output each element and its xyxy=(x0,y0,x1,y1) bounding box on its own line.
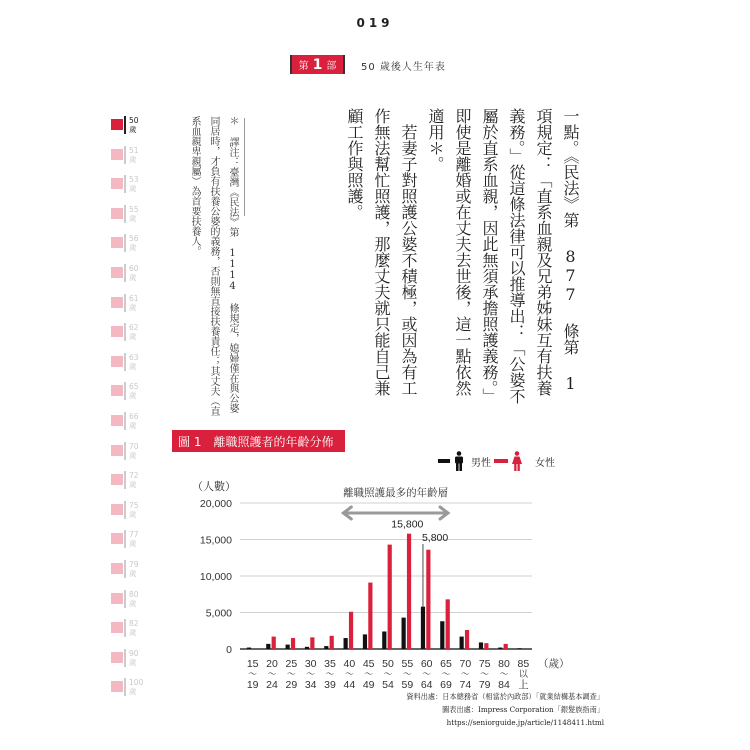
footnote xyxy=(166,116,242,416)
x-tick-label-top: 30 xyxy=(304,658,317,670)
x-tick-label-sep: ～ xyxy=(248,670,258,680)
sidebar-age-80[interactable] xyxy=(111,590,151,620)
age-marker xyxy=(111,356,123,367)
age-marker xyxy=(111,208,123,219)
age-label xyxy=(129,294,139,312)
source-data: 資料出處：日本總務省（相當於內政部）「就業結構基本調查」 xyxy=(406,692,604,701)
bar-male xyxy=(344,638,348,649)
age-label xyxy=(129,234,139,252)
legend-male-label: 男性 xyxy=(471,457,491,469)
x-tick-label-bottom: 49 xyxy=(362,679,375,690)
age-number: 90 xyxy=(129,648,139,658)
age-marker-line xyxy=(124,205,126,223)
source-chart: 圖表出處：Impress Corporation「銀髮族指南」 xyxy=(442,705,604,714)
sidebar-age-79[interactable] xyxy=(111,560,151,590)
x-tick-label-bottom: 上 xyxy=(518,679,529,690)
age-label xyxy=(129,323,139,341)
age-marker xyxy=(111,622,123,633)
age-marker xyxy=(111,326,123,337)
legend-male-swatch xyxy=(438,459,450,463)
footnote-text: ＊ 譯注：臺灣《民法》第 1114 條規定，媳婦僅在與公婆同居時，才負有扶養公婆的義務，否則無直接扶養責任；其丈夫（直系血親卑親屬）為首要扶養人。 xyxy=(189,116,238,416)
age-marker xyxy=(111,178,123,189)
age-unit: 歲 xyxy=(129,568,137,578)
age-marker-line xyxy=(124,530,126,548)
age-number: 60 xyxy=(129,263,139,273)
x-tick-label-top: 50 xyxy=(382,658,394,670)
age-label xyxy=(129,146,139,164)
x-tick-label-sep: ～ xyxy=(402,670,412,680)
sidebar-age-65[interactable] xyxy=(111,382,151,412)
age-label xyxy=(129,678,143,696)
age-unit: 歲 xyxy=(129,243,137,253)
age-number: 56 xyxy=(129,234,139,244)
bar-female xyxy=(310,637,314,649)
age-marker-line xyxy=(124,353,126,371)
sidebar-age-61[interactable] xyxy=(111,294,151,324)
age-marker xyxy=(111,474,123,485)
age-marker xyxy=(111,415,123,426)
bar-male xyxy=(402,618,406,649)
female-person-icon xyxy=(511,451,523,471)
age-marker-line xyxy=(124,323,126,341)
age-label xyxy=(129,590,139,608)
age-unit: 歲 xyxy=(129,687,137,697)
x-tick-label-bottom: 34 xyxy=(304,679,317,690)
y-tick-label: 5,000 xyxy=(205,607,232,620)
age-marker-line xyxy=(124,619,126,637)
chart-legend xyxy=(438,450,555,472)
age-marker-line xyxy=(124,442,126,460)
age-number: 75 xyxy=(129,500,139,510)
age-marker-line xyxy=(124,175,126,193)
x-tick-label-sep: ～ xyxy=(306,670,316,680)
sidebar-age-72[interactable] xyxy=(111,471,151,501)
y-tick-label: 20,000 xyxy=(199,498,232,510)
age-marker xyxy=(111,504,123,515)
bar-female xyxy=(368,583,372,649)
age-label xyxy=(129,471,139,489)
x-tick-label-bottom: 84 xyxy=(498,679,510,690)
age-number: 63 xyxy=(129,352,139,362)
age-unit: 歲 xyxy=(129,480,137,490)
body-paragraph: 若妻子對照護公婆不積極，或因為有工作無法幫忙照護，那麼丈夫就只能自己兼顧工作與照護。 xyxy=(345,108,418,396)
age-label xyxy=(129,501,139,519)
x-tick-label-top: 65 xyxy=(440,658,452,670)
sidebar-age-77[interactable] xyxy=(111,530,151,560)
bar-male xyxy=(266,644,270,649)
age-marker-line xyxy=(124,294,126,312)
age-marker-line xyxy=(124,382,126,400)
x-tick-label-top: 85 xyxy=(517,658,530,670)
x-tick-label-bottom: 69 xyxy=(440,679,452,690)
part-prefix: 第 xyxy=(298,61,309,72)
age-marker-line xyxy=(124,264,126,282)
bar-female xyxy=(407,534,411,649)
age-marker-line xyxy=(124,649,126,667)
age-number: 82 xyxy=(129,619,139,629)
age-marker xyxy=(111,119,123,130)
age-label xyxy=(129,264,139,282)
age-number: 70 xyxy=(129,441,139,451)
legend-female-label: 女性 xyxy=(535,457,555,469)
age-marker-line xyxy=(124,234,126,252)
bar-female xyxy=(465,630,469,649)
age-label xyxy=(129,442,139,460)
bar-male xyxy=(518,648,522,649)
age-marker-line xyxy=(124,471,126,489)
bar-female xyxy=(330,636,334,649)
age-unit: 歲 xyxy=(129,598,137,608)
bar-female xyxy=(484,643,488,649)
age-label xyxy=(129,619,139,637)
page-number: 019 xyxy=(356,16,394,30)
age-label xyxy=(129,560,139,578)
age-marker-line xyxy=(124,501,126,519)
sidebar-age-66[interactable] xyxy=(111,412,151,442)
bar-male xyxy=(421,607,425,649)
sidebar-age-51[interactable] xyxy=(111,146,151,176)
bar-male xyxy=(440,621,444,649)
age-number: 66 xyxy=(129,411,139,421)
age-unit: 歲 xyxy=(129,125,137,134)
age-marker-line xyxy=(124,590,126,608)
figure-label: 圖 1 xyxy=(178,434,202,449)
part-title: 50 歲後人生年表 xyxy=(361,62,446,73)
bar-male xyxy=(479,642,483,649)
age-sidebar xyxy=(111,116,151,708)
male-person-icon xyxy=(453,451,465,471)
age-number: 55 xyxy=(129,204,139,214)
age-unit: 歲 xyxy=(129,509,137,519)
age-number: 65 xyxy=(129,382,139,392)
age-marker xyxy=(111,652,123,663)
range-annotation-label: 離職照護最多的年齡層 xyxy=(343,487,449,499)
x-tick-label-bottom: 19 xyxy=(246,679,259,690)
x-tick-label-top: 75 xyxy=(478,658,491,670)
bar-female xyxy=(388,545,392,649)
bar-female xyxy=(504,644,508,649)
figure-title-bar xyxy=(172,430,345,452)
age-label xyxy=(129,649,139,667)
x-tick-label-bottom: 59 xyxy=(401,679,414,690)
age-marker xyxy=(111,149,123,160)
age-unit: 歲 xyxy=(129,628,137,638)
x-tick-label-bottom: 39 xyxy=(324,679,336,690)
body-text xyxy=(345,108,584,408)
x-tick-label-top: 35 xyxy=(324,658,336,670)
body-paragraph: 一點。《民法》第 877 條第 1 項規定：「直系血親及兄弟姊妹互有扶養義務。」從這條法律可以推導出：「公婆不屬於直系血親，因此無須承擔照護義務。」即使是離婚或在丈夫去世後，這一點依然適用＊。 xyxy=(426,108,580,404)
figure-title: 離職照護者的年齡分佈 xyxy=(213,434,334,449)
y-axis-label: （人數） xyxy=(192,480,236,493)
age-marker-line xyxy=(124,678,126,696)
age-marker-line xyxy=(124,560,126,578)
x-tick-label-top: 25 xyxy=(285,658,298,670)
x-tick-label-sep: ～ xyxy=(325,670,335,680)
part-number: 1 xyxy=(312,56,323,73)
age-number: 100 xyxy=(129,678,144,688)
sidebar-age-100[interactable] xyxy=(111,678,151,708)
age-marker xyxy=(111,297,123,308)
sidebar-age-90[interactable] xyxy=(111,649,151,679)
annotation-peak-female: 15,800 xyxy=(391,518,424,531)
age-unit: 歲 xyxy=(129,657,137,667)
y-tick-label: 10,000 xyxy=(199,571,232,583)
age-distribution-chart xyxy=(170,470,590,690)
age-number: 61 xyxy=(129,293,139,303)
age-marker xyxy=(111,237,123,248)
sidebar-age-75[interactable] xyxy=(111,501,151,531)
age-unit: 歲 xyxy=(129,184,137,194)
age-marker xyxy=(111,681,123,692)
x-tick-label-bottom: 79 xyxy=(478,679,491,690)
footnote-divider xyxy=(244,118,245,216)
age-marker xyxy=(111,533,123,544)
x-tick-label-top: 40 xyxy=(343,658,356,670)
x-tick-label-sep: ～ xyxy=(499,670,509,680)
x-tick-label-sep: ～ xyxy=(422,670,432,680)
sidebar-age-55[interactable] xyxy=(111,205,151,235)
sidebar-age-82[interactable] xyxy=(111,619,151,649)
age-label xyxy=(129,205,139,223)
x-tick-label-sep: ～ xyxy=(286,670,296,680)
age-number: 62 xyxy=(129,323,139,333)
age-label xyxy=(129,116,139,134)
age-marker xyxy=(111,563,123,574)
x-tick-label-bottom: 74 xyxy=(459,679,472,690)
age-unit: 歲 xyxy=(129,391,137,401)
sidebar-age-62[interactable] xyxy=(111,323,151,353)
x-tick-label-bottom: 64 xyxy=(420,679,433,690)
bar-male xyxy=(247,648,251,649)
x-tick-label-top: 60 xyxy=(420,658,433,670)
x-tick-label-sep: ～ xyxy=(480,670,490,680)
age-unit: 歲 xyxy=(129,450,137,460)
legend-female-swatch xyxy=(494,459,508,463)
bar-female xyxy=(446,599,450,649)
sidebar-age-50[interactable] xyxy=(111,116,151,146)
age-label xyxy=(129,382,139,400)
bar-male xyxy=(363,634,367,649)
x-tick-label-sep: ～ xyxy=(364,670,374,680)
sidebar-age-56[interactable] xyxy=(111,234,151,264)
age-marker xyxy=(111,445,123,456)
sidebar-age-60[interactable] xyxy=(111,264,151,294)
age-number: 80 xyxy=(129,589,139,599)
age-marker-line xyxy=(124,116,126,134)
x-tick-label-sep: ～ xyxy=(460,670,470,680)
x-tick-label-bottom: 54 xyxy=(382,679,394,690)
age-number: 50 xyxy=(129,116,139,125)
bar-male xyxy=(498,648,502,649)
bar-male xyxy=(286,645,290,649)
x-tick-label-top: 70 xyxy=(459,658,472,670)
bar-male xyxy=(460,637,464,649)
y-tick-label: 15,000 xyxy=(199,534,232,547)
x-tick-label-top: 20 xyxy=(266,658,278,670)
age-marker xyxy=(111,593,123,604)
x-tick-label-sep: 以 xyxy=(518,670,528,680)
sidebar-age-70[interactable] xyxy=(111,442,151,472)
x-tick-label-top: 45 xyxy=(362,658,375,670)
age-number: 72 xyxy=(129,471,139,481)
part-suffix: 部 xyxy=(326,61,337,72)
age-number: 79 xyxy=(129,559,139,569)
part-badge xyxy=(290,55,345,74)
age-label xyxy=(129,353,139,371)
bar-male xyxy=(324,646,328,649)
sidebar-age-63[interactable] xyxy=(111,353,151,383)
x-tick-label-top: 80 xyxy=(498,658,510,670)
age-number: 51 xyxy=(129,145,139,155)
x-tick-label-top: 15 xyxy=(246,658,259,670)
bar-male xyxy=(382,631,386,649)
sidebar-age-53[interactable] xyxy=(111,175,151,205)
age-unit: 歲 xyxy=(129,420,137,430)
age-unit: 歲 xyxy=(129,272,137,282)
bar-female xyxy=(426,550,430,649)
age-label xyxy=(129,412,139,430)
bar-female xyxy=(291,638,295,649)
x-tick-label-top: 55 xyxy=(401,658,414,670)
x-tick-label-sep: ～ xyxy=(383,670,393,680)
x-tick-label-sep: ～ xyxy=(344,670,354,680)
age-label xyxy=(129,175,139,193)
bar-male xyxy=(305,647,309,649)
source-url[interactable]: https://seniorguide.jp/article/1148411.html xyxy=(446,718,604,727)
age-unit: 歲 xyxy=(129,213,137,223)
age-label xyxy=(129,530,139,548)
age-marker-line xyxy=(124,412,126,430)
age-unit: 歲 xyxy=(129,154,137,164)
age-unit: 歲 xyxy=(129,332,137,342)
x-axis-unit: （歲） xyxy=(538,658,570,670)
age-number: 77 xyxy=(129,530,139,540)
x-tick-label-sep: ～ xyxy=(267,670,277,680)
bar-female xyxy=(349,612,353,649)
age-marker xyxy=(111,267,123,278)
age-unit: 歲 xyxy=(129,539,137,549)
x-tick-label-bottom: 44 xyxy=(343,679,356,690)
x-tick-label-bottom: 29 xyxy=(285,679,298,690)
y-tick-label: 0 xyxy=(226,644,232,656)
bar-female xyxy=(272,637,276,649)
age-unit: 歲 xyxy=(129,302,137,312)
age-marker xyxy=(111,385,123,396)
annotation-peak-male: 5,800 xyxy=(421,532,449,544)
age-number: 53 xyxy=(129,175,139,185)
x-tick-label-sep: ～ xyxy=(441,670,451,680)
x-tick-label-bottom: 24 xyxy=(266,679,278,690)
age-unit: 歲 xyxy=(129,361,137,371)
age-marker-line xyxy=(124,146,126,164)
